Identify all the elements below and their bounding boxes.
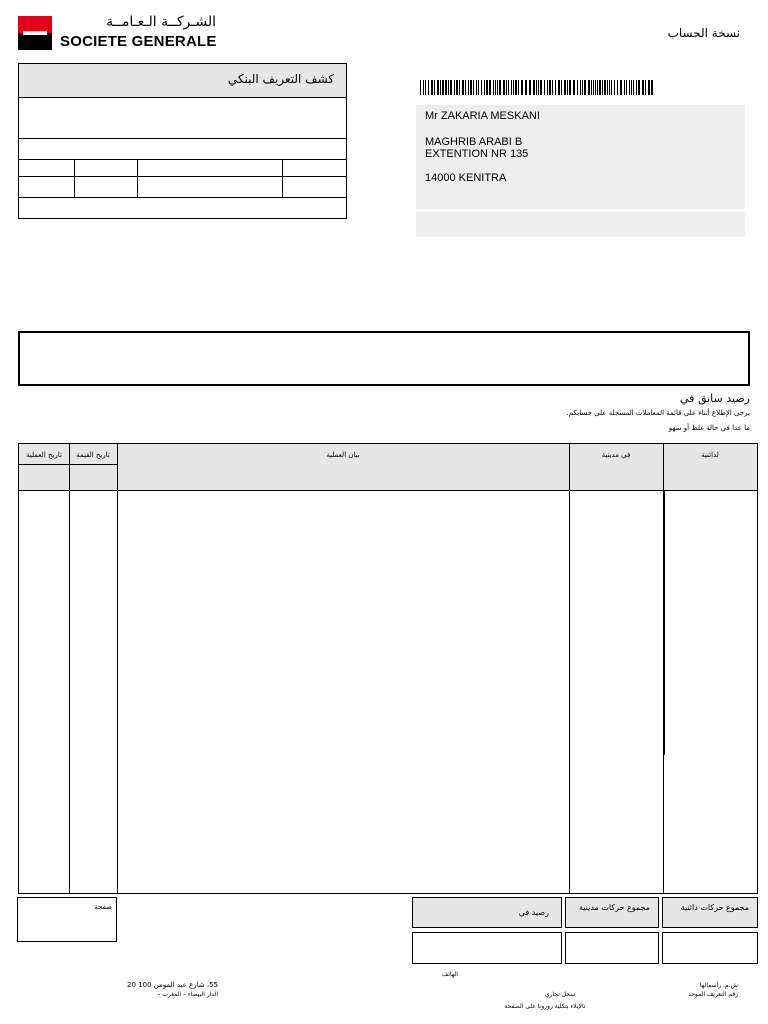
info-banner-box <box>18 331 750 386</box>
client-address-box <box>416 105 745 209</box>
page-box <box>17 897 117 942</box>
total-credit-label: مجموع حركات دائنية <box>680 903 749 912</box>
total-credit-label-box <box>662 897 758 928</box>
footer-capital-label: ش.م. رأسمالها <box>699 982 738 989</box>
page-label: صفحة <box>94 903 112 911</box>
total-debit-label-box <box>565 897 659 928</box>
total-credit-value-box <box>662 932 758 964</box>
footer-signature-notice: تالإبلاء بتكلية زورونا على الصفحة <box>504 1003 586 1010</box>
previous-balance-label: رصيد سابق في <box>680 392 750 405</box>
bank-name-arabic: الشـركــة الـعـامــة <box>106 14 216 30</box>
balance-value-box <box>412 932 562 964</box>
client-name: Mr ZAKARIA MESKANI <box>425 110 540 122</box>
col-credit: لدائنية <box>701 451 719 459</box>
col-value-date: تاريخ القيمة <box>76 451 110 459</box>
col-debit: في مدينية <box>601 451 631 459</box>
client-extra-box <box>416 212 745 237</box>
footer-address-line2: الدار البيضاء – المغرب – <box>157 991 218 998</box>
bank-name-english: SOCIETE GENERALE <box>60 33 217 50</box>
col-description: بيان العملية <box>326 451 360 459</box>
barcode <box>420 80 654 95</box>
check-notice: يرجى الإطلاع أثناء على قائمة المعاملات المسجلة على حسابكم. <box>566 409 750 417</box>
client-address-line2: EXTENTION NR 135 <box>425 148 529 160</box>
barcode-icon <box>420 80 654 95</box>
total-debit-label: مجموع حركات مدينية <box>578 903 650 912</box>
error-notice: ما عدا في حالة غلط أو سهو <box>668 424 750 432</box>
copy-label: نسخة الحساب <box>667 26 740 40</box>
balance-label-box <box>412 897 562 928</box>
rib-title: كشف التعريف البنكي <box>227 72 334 86</box>
client-city: 14000 KENITRA <box>425 172 507 184</box>
total-debit-value-box <box>565 932 659 964</box>
bank-logo <box>18 16 52 50</box>
logo-mark-icon <box>18 16 52 50</box>
footer-id-label: رقم التعريف الموحد <box>688 991 738 998</box>
transactions-table <box>18 443 758 894</box>
footer-address-line1: 55، شارع عبد المومن 100 20 <box>127 981 218 989</box>
col-operation-date: تاريخ العملية <box>26 451 62 459</box>
footer-phone-label: الهاتف <box>442 971 458 978</box>
client-address-line1: MAGHRIB ARABI B <box>425 136 523 148</box>
rib-box <box>18 63 347 219</box>
balance-label: رصيد في <box>518 908 549 917</box>
footer-trade-register: سجل تجاري <box>544 991 576 998</box>
